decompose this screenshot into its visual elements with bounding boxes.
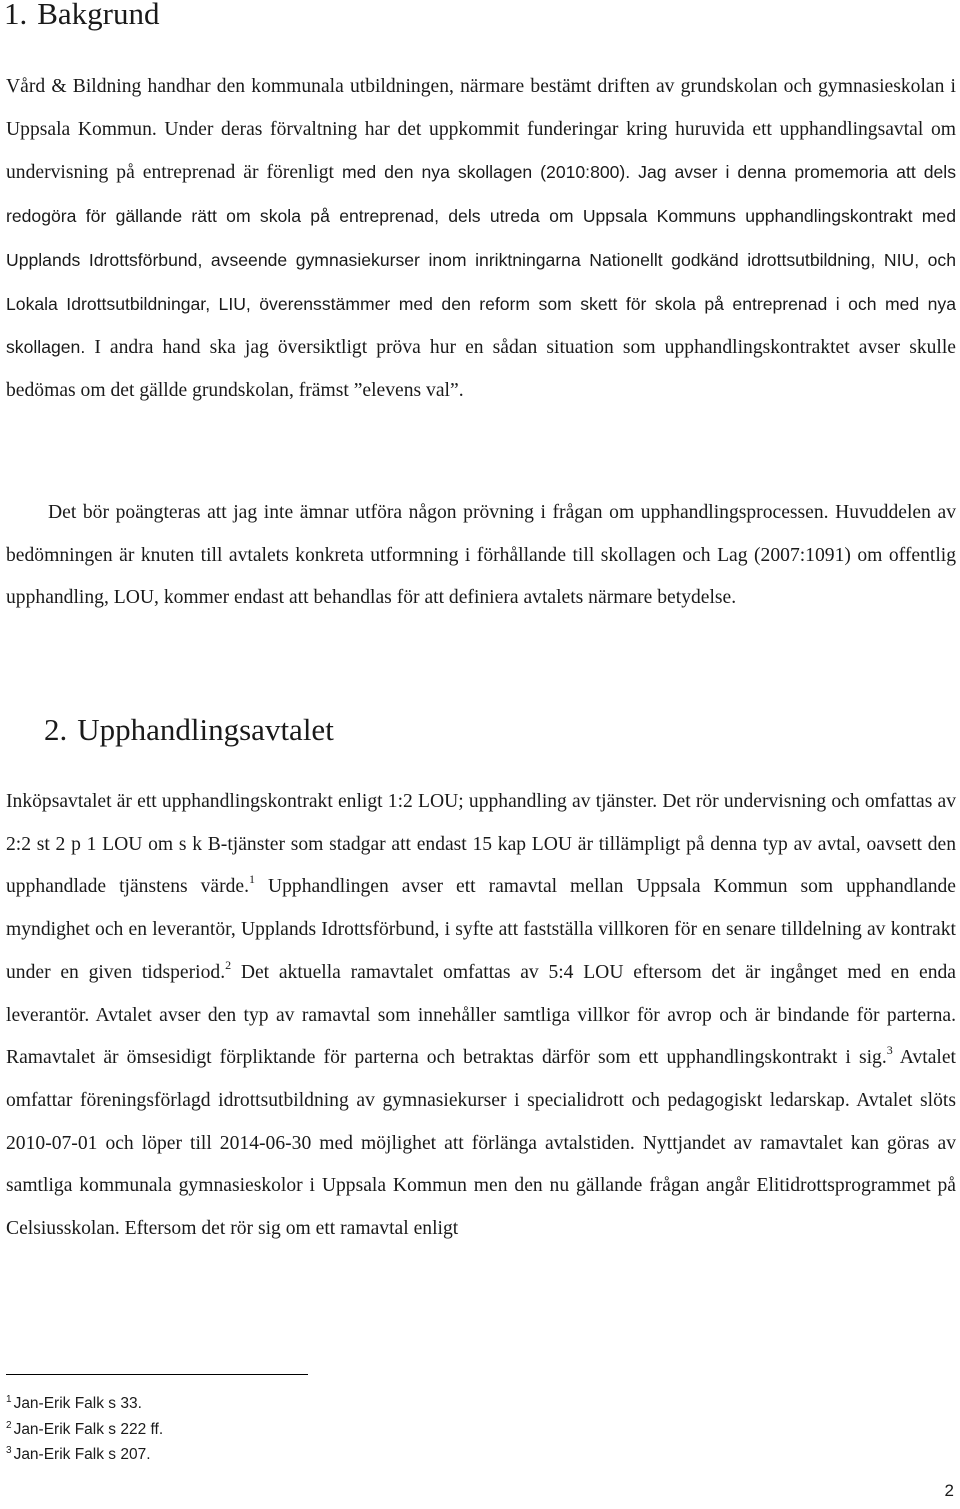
footnote-number: 3 [6, 1445, 12, 1456]
paragraph-text: Det aktuella ramavtalet omfattas av 5:4 LOU eftersom det är ingånget med en enda leverantör. Avtalet avser den typ av ramavtal som innehåller samtliga villkor för avrop och är bindande för parterna. Ramavtalet är ömsesidigt förpliktande för parterna och betraktas därför som ett upphandlingskontrakt i sig. [6, 961, 956, 1069]
section-title: Bakgrund [37, 0, 160, 31]
paragraph-text: Upphandlingen avser ett ramavtal mellan Uppsala Kommun som upphandlande myndighet och en leverantör, Upplands Idrottsförbund, i syfte att fastställa villkoren för en senare tilldelning av kontrakt under en given tidsperiod. [6, 876, 957, 983]
footnote-number: 1 [6, 1394, 12, 1405]
footnote-reference[interactable]: 2 [225, 957, 232, 972]
footnote-text: Jan-Erik Falk s 33. [13, 1395, 142, 1412]
footnote-reference[interactable]: 3 [886, 1043, 893, 1058]
footnote-number: 2 [6, 1419, 12, 1431]
paragraph-text: Avtalet omfattar föreningsförlagd idrottsutbildning av gymnasiekurser i specialidrott och pedagogiskt ledarskap. Avtalet slöts 2010-07-01 och löper till 2014-06-30 med möjlighet att förlänga avtalstiden. Nyttjandet av ramavtalet kan göras av samtliga kommunala gymnasieskolor i Uppsala Kommun men den nu gällande frågan angår Elitidrottsprogrammet på Celsiusskolan. Eftersom det rör sig om ett ramavtal enligt [6, 1047, 956, 1240]
footnote-separator [6, 1374, 308, 1375]
paragraph-text: I andra hand ska jag översiktligt pröva hur en sådan situation som upphandlingskontraktet avser skulle bedömas om det gällde grundskolan, främst ”elevens val”. [6, 337, 956, 401]
paragraph-text: Jag avser i denna promemoria att dels redogöra för gällande rätt om skola på entreprenad, dels utreda om Uppsala Kommuns upphandlingskontrakt med Upplands Idrottsförbund, avseende gymnasiekurser inom inriktningarna Nationellt godkänd idrottsutbildning, NIU, och Lokala Idrottsutbildningar, LIU, överensstämmer med den reform som skett för skola på entreprenad i och med nya skollagen. [6, 162, 956, 358]
section-title: Upphandlingsavtalet [77, 712, 334, 747]
section-heading-bakgrund [4, 0, 160, 32]
paragraph-background [6, 66, 956, 413]
section-number: 1. [4, 0, 28, 31]
footnote-text: Jan-Erik Falk s 222 ff. [13, 1420, 164, 1438]
page-number: 2 [944, 1481, 954, 1500]
footnote-list [6, 1391, 163, 1468]
footnote [6, 1417, 163, 1443]
footnote-reference[interactable]: 1 [249, 872, 256, 887]
paragraph-text: Det bör poängteras att jag inte ämnar utföra någon prövning i frågan om upphandlingsprocessen. [48, 502, 829, 523]
paragraph-scope [6, 492, 956, 620]
paragraph-text: Inköpsavtalet är ett upphandlingskontrakt enligt 1:2 LOU; upphandling av tjänster. Det rör undervisning och omfattas av 2:2 st 2 p 1 LOU om s k B-tjänster som stadgar att endast 15 kap LOU är tillämpligt på denna typ av avtal, oavsett den upphandlade tjänstens värde. [6, 791, 956, 898]
paragraph-text: med den nya skollagen (2010:800). [341, 162, 631, 183]
footnote [6, 1442, 163, 1468]
section-number: 2. [44, 712, 68, 747]
footnote-text: Jan-Erik Falk s 207. [13, 1446, 151, 1463]
paragraph-text: Huvuddelen av bedömningen är knuten till avtalets konkreta utformning i förhållande till skollagen och Lag (2007:1091) om offentlig upphandling, LOU, kommer endast att behandlas för att definiera avtalets närmare betydelse. [6, 502, 956, 609]
footnote [6, 1391, 163, 1417]
paragraph-agreement [6, 781, 956, 1251]
paragraph-text: Vård & Bildning handhar den kommunala utbildningen, närmare bestämt driften av grundskolan och gymnasieskolan i Uppsala Kommun. Under deras förvaltning har det uppkommit funderingar kring huruvida ett upphandlingsavtal om undervisning på entreprenad är förenligt [6, 76, 956, 184]
section-heading-upphandlingsavtalet [44, 712, 334, 748]
